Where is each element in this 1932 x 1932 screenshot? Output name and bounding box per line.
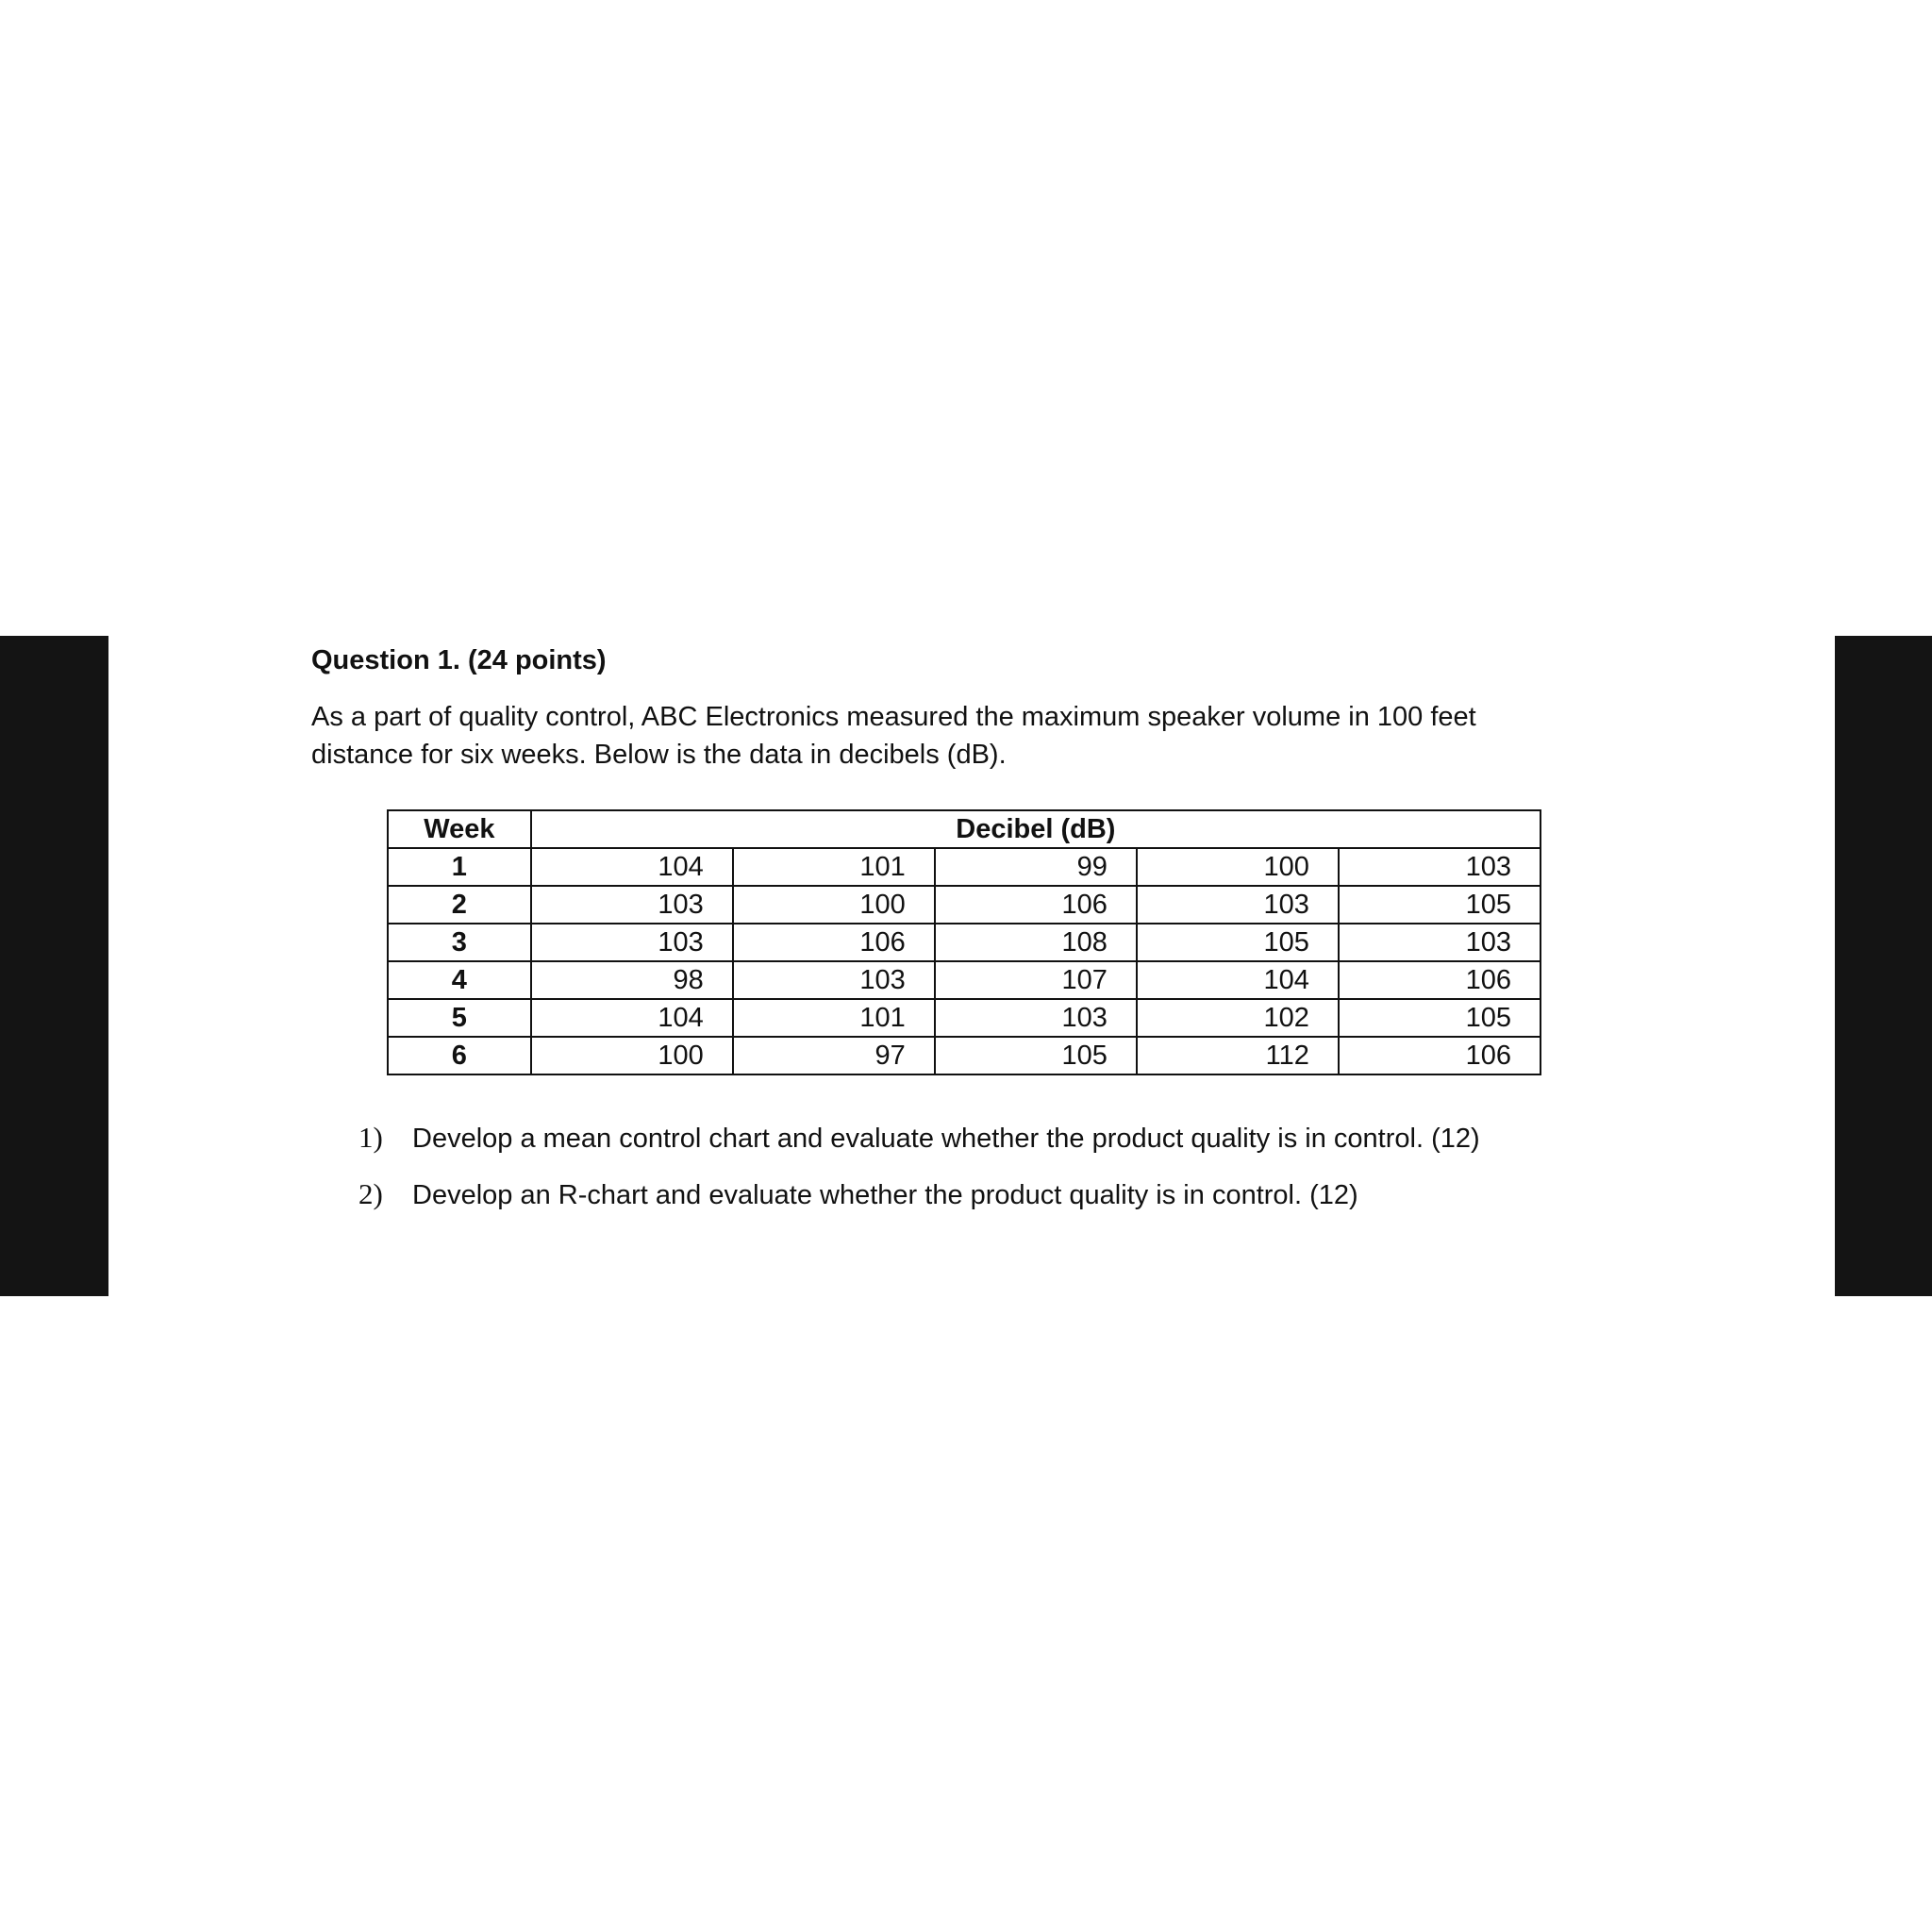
left-black-bar <box>0 636 108 1296</box>
decibel-cell: 98 <box>531 961 733 999</box>
decibel-cell: 103 <box>1339 924 1541 961</box>
table-body <box>388 848 1541 1074</box>
task-text: Develop a mean control chart and evaluate whether the product quality is in control. (12) <box>412 1124 1480 1154</box>
table-header-row <box>388 810 1541 848</box>
week-cell: 2 <box>388 886 531 924</box>
week-cell: 4 <box>388 961 531 999</box>
decibel-cell: 106 <box>1339 1037 1541 1074</box>
task-list <box>358 1121 1679 1234</box>
week-cell: 1 <box>388 848 531 886</box>
decibel-cell: 104 <box>531 999 733 1037</box>
decibel-cell: 103 <box>531 924 733 961</box>
decibel-cell: 107 <box>935 961 1137 999</box>
decibel-cell: 106 <box>935 886 1137 924</box>
task-item <box>358 1121 1679 1177</box>
table-row <box>388 924 1541 961</box>
question-title: Question 1. (24 points) <box>311 645 607 675</box>
decibel-cell: 105 <box>935 1037 1137 1074</box>
task-text: Develop an R-chart and evaluate whether the product quality is in control. (12) <box>412 1180 1358 1210</box>
task-number: 1) <box>358 1121 383 1154</box>
decibel-cell: 106 <box>1339 961 1541 999</box>
table-row <box>388 1037 1541 1074</box>
decibel-cell: 100 <box>531 1037 733 1074</box>
decibel-cell: 106 <box>733 924 935 961</box>
week-cell: 5 <box>388 999 531 1037</box>
decibel-cell: 105 <box>1339 886 1541 924</box>
decibel-cell: 103 <box>1339 848 1541 886</box>
decibel-cell: 108 <box>935 924 1137 961</box>
task-number: 2) <box>358 1177 383 1210</box>
decibel-cell: 99 <box>935 848 1137 886</box>
table-row <box>388 848 1541 886</box>
decibel-cell: 97 <box>733 1037 935 1074</box>
table-row <box>388 999 1541 1037</box>
week-cell: 6 <box>388 1037 531 1074</box>
decibel-cell: 105 <box>1339 999 1541 1037</box>
decibel-cell: 101 <box>733 848 935 886</box>
decibel-cell: 103 <box>1137 886 1339 924</box>
decibel-cell: 103 <box>531 886 733 924</box>
question-intro: As a part of quality control, ABC Electronics measured the maximum speaker volume in 100 feet distance for six weeks. Below is the data in decibels (dB). <box>311 702 1476 770</box>
decibel-cell: 103 <box>935 999 1137 1037</box>
right-black-bar <box>1835 636 1932 1296</box>
decibel-header: Decibel (dB) <box>531 810 1541 848</box>
decibel-cell: 100 <box>733 886 935 924</box>
table-row <box>388 961 1541 999</box>
decibel-cell: 103 <box>733 961 935 999</box>
decibel-cell: 104 <box>531 848 733 886</box>
decibel-cell: 104 <box>1137 961 1339 999</box>
decibel-cell: 102 <box>1137 999 1339 1037</box>
table-row <box>388 886 1541 924</box>
decibel-cell: 112 <box>1137 1037 1339 1074</box>
decibel-cell: 105 <box>1137 924 1339 961</box>
decibel-table <box>387 809 1541 1075</box>
task-item <box>358 1177 1679 1234</box>
decibel-cell: 100 <box>1137 848 1339 886</box>
decibel-cell: 101 <box>733 999 935 1037</box>
week-header: Week <box>388 810 531 848</box>
week-cell: 3 <box>388 924 531 961</box>
